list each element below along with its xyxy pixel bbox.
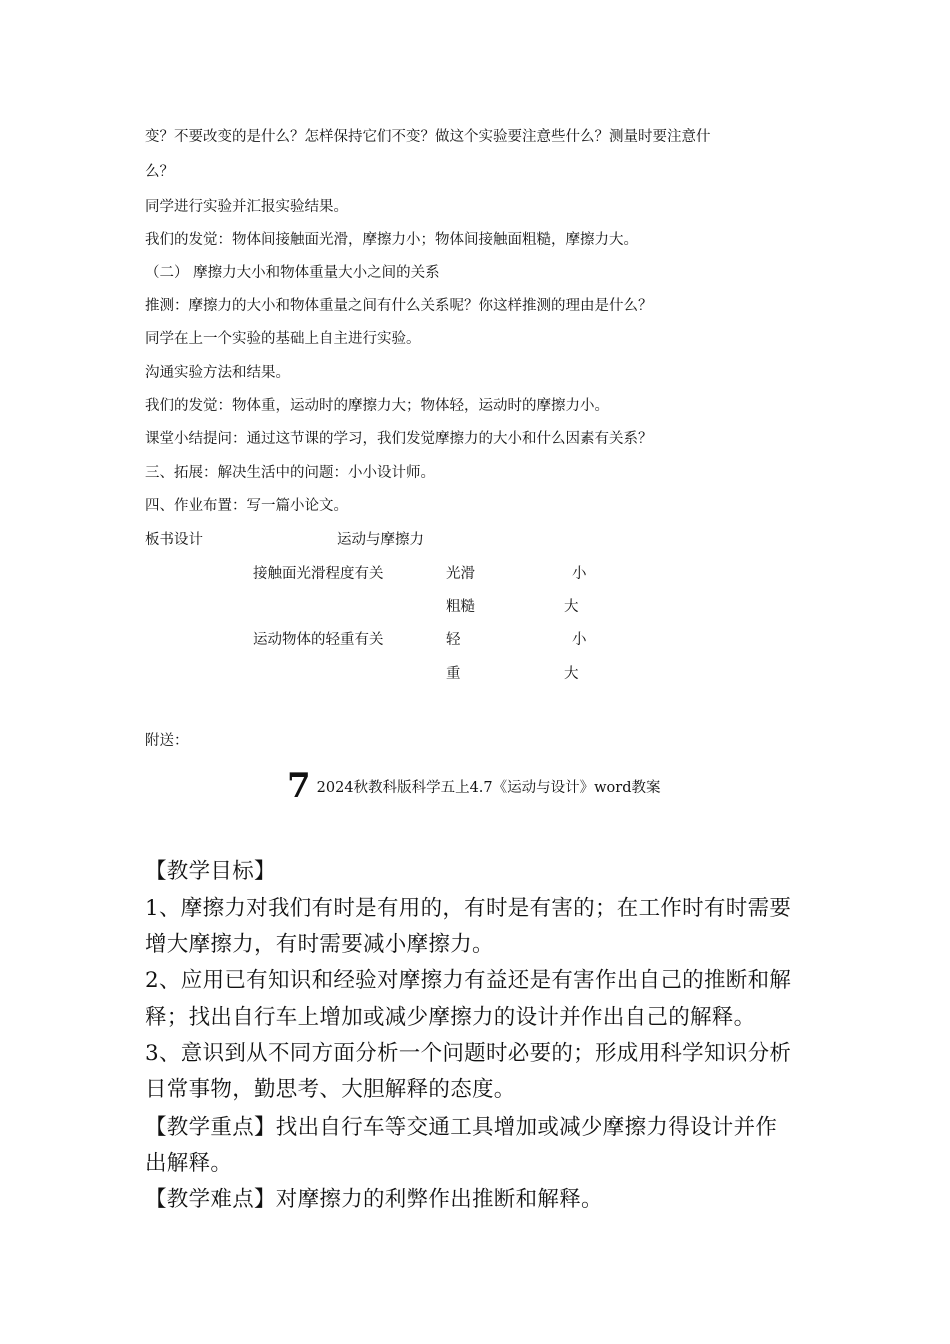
objective-line: 2、应用已有知识和经验对摩擦力有益还是有害作出自己的推断和解 xyxy=(145,968,792,993)
key-point-line: 出解释。 xyxy=(145,1151,233,1176)
paragraph-line: 我们的发觉：物体间接触面光滑，摩擦力小；物体间接触面粗糙，摩擦力大。 xyxy=(145,232,638,248)
heading-objectives: 【教学目标】 xyxy=(145,859,276,884)
paragraph-line: 我们的发觉：物体重，运动时的摩擦力大；物体轻，运动时的摩擦力小。 xyxy=(145,398,609,414)
objective-line: 3、意识到从不同方面分析一个问题时必要的；形成用科学知识分析 xyxy=(145,1041,792,1066)
paragraph-line: 么？ xyxy=(145,164,174,180)
paragraph-line: 沟通实验方法和结果。 xyxy=(145,365,290,381)
appendix-label: 附送： xyxy=(145,733,189,749)
board-cell: 小 xyxy=(572,566,587,582)
objective-line: 1、摩擦力对我们有时是有用的，有时是有害的；在工作时有时需要 xyxy=(145,896,792,921)
title-number: 7 xyxy=(287,766,311,806)
objective-line: 释；找出自行车上增加或减少摩擦力的设计并作出自己的解释。 xyxy=(145,1005,756,1030)
paragraph-line: 同学进行实验并汇报实验结果。 xyxy=(145,199,348,215)
document-title xyxy=(287,766,661,806)
board-factor: 运动物体的轻重有关 xyxy=(253,632,384,648)
paragraph-line: 三、拓展：解决生活中的问题：小小设计师。 xyxy=(145,465,435,481)
title-text: 2024秋教科版科学五上4.7《运动与设计》word教案 xyxy=(316,779,661,796)
board-title: 运动与摩擦力 xyxy=(337,532,424,548)
board-cell: 重 xyxy=(446,666,461,682)
key-point-line: 【教学重点】找出自行车等交通工具增加或减少摩擦力得设计并作 xyxy=(145,1115,778,1140)
paragraph-line: 同学在上一个实验的基础上自主进行实验。 xyxy=(145,331,421,347)
difficulty-line: 【教学难点】对摩擦力的利弊作出推断和解释。 xyxy=(145,1187,603,1212)
objective-line: 日常事物，勤思考、大胆解释的态度。 xyxy=(145,1077,516,1102)
board-label: 板书设计 xyxy=(145,532,203,548)
board-factor: 接触面光滑程度有关 xyxy=(253,566,384,582)
board-cell: 光滑 xyxy=(446,566,475,582)
board-cell: 小 xyxy=(572,632,587,648)
board-cell: 轻 xyxy=(446,632,461,648)
paragraph-line: 推测：摩擦力的大小和物体重量之间有什么关系呢？你这样推测的理由是什么？ xyxy=(145,298,653,314)
paragraph-line: 课堂小结提问：通过这节课的学习，我们发觉摩擦力的大小和什么因素有关系？ xyxy=(145,431,653,447)
board-cell: 大 xyxy=(564,599,579,615)
paragraph-line: 变？不要改变的是什么？怎样保持它们不变？做这个实验要注意些什么？测量时要注意什 xyxy=(145,129,711,145)
section-heading: （二） 摩擦力大小和物体重量大小之间的关系 xyxy=(145,265,440,281)
board-cell: 粗糙 xyxy=(446,599,475,615)
paragraph-line: 四、作业布置：写一篇小论文。 xyxy=(145,498,348,514)
board-cell: 大 xyxy=(564,666,579,682)
objective-line: 增大摩擦力，有时需要减小摩擦力。 xyxy=(145,932,494,957)
